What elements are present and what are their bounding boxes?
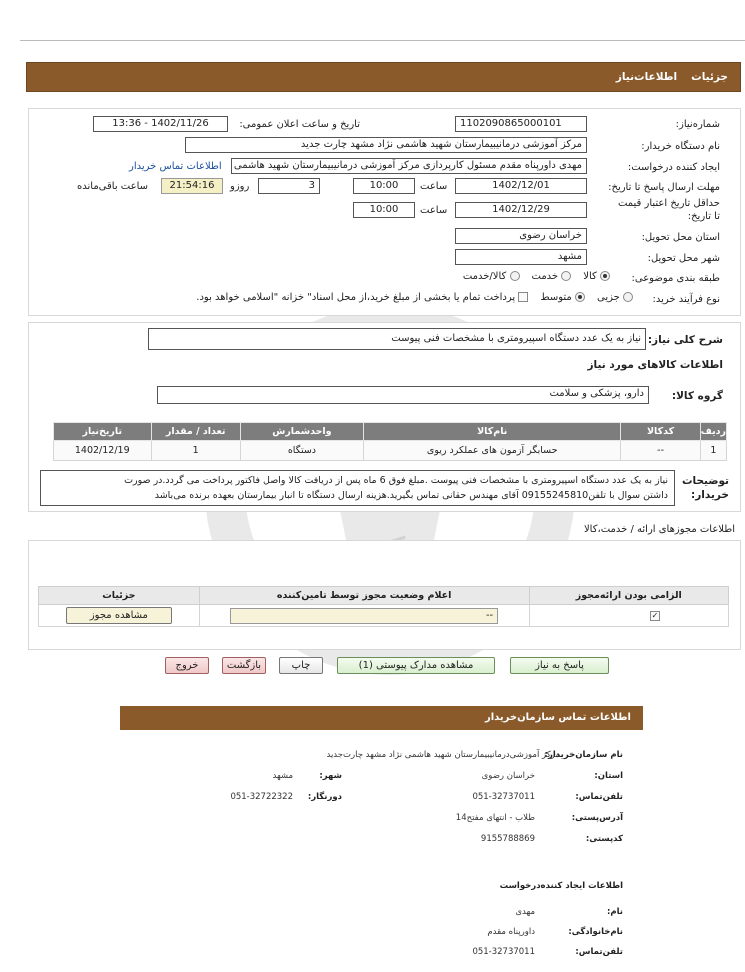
- license-table: [38, 586, 729, 627]
- need-number-label: شماره‌نیاز:: [675, 119, 720, 130]
- goods-table-header: [54, 423, 727, 441]
- buyer-label: نام دستگاه خریدار:: [641, 141, 720, 152]
- validity-time-field: 10:00: [353, 202, 415, 218]
- notes-line-2: داشتن سوال با تلفن09155245810 آقای مهندس حقانی تماس بگیرید.هزینه ارسال دستگاه تا انبار بیمارستان بعهده برنده می‌باشد: [154, 490, 668, 501]
- col-unit: واحدشمارش: [240, 423, 363, 441]
- validity-label-2: تا تاریخ:: [687, 211, 720, 222]
- reply-button[interactable]: پاسخ به نیاز: [510, 657, 609, 674]
- province-label: استان محل تحویل:: [641, 232, 720, 243]
- days-field: 3: [258, 178, 320, 194]
- radio-selected-icon: [575, 292, 585, 302]
- notes-label: توضیحات: [681, 475, 729, 487]
- goods-table: [53, 422, 727, 461]
- contact-org-value: مرکز آموزشی‌درمانیبیمارستان شهید هاشمی نژاد مشهد چارت‌جدید: [326, 750, 560, 760]
- cell-code: --: [621, 441, 700, 461]
- col-license-status: اعلام وضعیت مجوز توسط تامین‌کننده: [199, 587, 529, 605]
- col-row: ردیف: [700, 423, 726, 441]
- contact-phone-value: 051-32737011: [472, 792, 535, 802]
- category-option-service[interactable]: خدمت: [532, 271, 572, 282]
- announce-label: تاریخ و ساعت اعلان عمومی:: [239, 119, 360, 130]
- buyer-field: مرکز آموزشی درمانیبیمارستان شهید هاشمی نژاد مشهد چارت جدید: [185, 137, 587, 153]
- summary-field: نیاز به یک عدد دستگاه اسپیرومتری با مشخصات فنی پیوست: [148, 328, 646, 350]
- validity-time-label: ساعت: [420, 205, 448, 216]
- process-option-medium[interactable]: متوسط: [540, 292, 585, 303]
- category-label: طبقه بندی موضوعی:: [631, 273, 720, 284]
- contact-postal-value: 9155788869: [480, 834, 535, 844]
- cell-qty: 1: [151, 441, 240, 461]
- creator-phone-value: 051-32737011: [472, 947, 535, 957]
- contact-header: اطلاعات تماس سازمان‌خریدار: [120, 706, 643, 730]
- category-radio-group: [463, 271, 610, 282]
- col-qty: تعداد / مقدار: [151, 423, 240, 441]
- view-documents-button[interactable]: مشاهده مدارک پیوستی (1): [337, 657, 495, 674]
- creator-info-heading: اطلاعات ایجاد کننده‌درخواست: [499, 881, 623, 891]
- creator-phone-label: تلفن‌تماس:: [575, 947, 623, 957]
- contact-fax-value: 051-32722322: [230, 792, 293, 802]
- radio-icon: [623, 292, 633, 302]
- col-license-required: الزامی بودن ارائه‌مجوز: [529, 587, 728, 605]
- print-button[interactable]: چاپ: [279, 657, 323, 674]
- checkbox-icon: [518, 292, 528, 302]
- remaining-timer: 21:54:16: [161, 178, 223, 194]
- need-number-field: 1102090865000101: [455, 116, 587, 132]
- license-details-cell: [39, 605, 200, 627]
- contact-org-label: نام سازمان‌خریدار:: [544, 750, 623, 760]
- deadline-label: مهلت ارسال پاسخ تا تاریخ:: [608, 182, 720, 193]
- notes-line-1: نیاز به یک عدد دستگاه اسپیرومتری با مشخصات فنی پیوست .مبلغ فوق 6 ماه پس از دریافت کالا واصل فاکتور پرداخت می گردد.در صورت: [124, 475, 668, 486]
- contact-fax-label: دورنگار:: [307, 792, 342, 802]
- process-option-minor[interactable]: جزیی: [597, 292, 633, 303]
- tab-need-info[interactable]: اطلاعات‌نیاز: [615, 71, 678, 83]
- license-table-header: [39, 587, 729, 605]
- process-label: نوع فرآیند خرید:: [652, 294, 720, 305]
- col-date: تاریخ‌نیاز: [54, 423, 152, 441]
- creator-name-value: مهدی: [515, 907, 535, 917]
- radio-selected-icon: [600, 271, 610, 281]
- contact-address-label: آدرس‌پستی:: [571, 813, 623, 823]
- top-divider: [20, 40, 745, 41]
- creator-family-label: نام‌خانوادگی:: [568, 927, 623, 937]
- license-heading: اطلاعات مجوزهای ارائه / خدمت،کالا: [583, 524, 735, 535]
- notes-box: [40, 470, 675, 506]
- checkbox-checked-icon: ✓: [651, 610, 659, 620]
- table-row: [39, 605, 729, 627]
- days-label: روزو: [230, 181, 250, 192]
- radio-icon: [510, 271, 520, 281]
- category-option-goods-service[interactable]: کالا/خدمت: [463, 271, 520, 282]
- group-field: دارو، پزشکی و سلامت: [157, 386, 649, 404]
- col-license-details: جزئیات: [39, 587, 200, 605]
- contact-city-value: مشهد: [272, 771, 293, 781]
- notes-label-2: خریدار:: [691, 489, 729, 501]
- validity-label: حداقل تاریخ اعتبار قیمت: [617, 198, 720, 209]
- contact-province-label: استان:: [594, 771, 623, 781]
- cell-name: حسابگر آزمون های عملکرد ریوی: [364, 441, 621, 461]
- deadline-time-label: ساعت: [420, 181, 448, 192]
- cell-row: 1: [700, 441, 726, 461]
- treasury-payment-option[interactable]: پرداخت تمام یا بخشی از مبلغ خرید،از محل اسناد" خزانه "اسلامی خواهد بود.: [196, 292, 528, 303]
- contact-province-value: خراسان رضوی: [481, 771, 535, 781]
- table-row: [54, 441, 727, 461]
- buyer-contact-link[interactable]: اطلاعات تماس خریدار: [129, 161, 222, 172]
- view-license-button[interactable]: مشاهده مجوز: [66, 607, 172, 624]
- col-code: کدکالا: [621, 423, 700, 441]
- category-option-goods[interactable]: کالا: [583, 271, 610, 282]
- group-label: گروه کالا:: [671, 390, 723, 402]
- cell-date: 1402/12/19: [54, 441, 152, 461]
- license-status-cell: [199, 605, 529, 627]
- contact-city-label: شهر:: [319, 771, 342, 781]
- creator-name-label: نام:: [606, 907, 623, 917]
- province-field: خراسان رضوی: [455, 228, 587, 244]
- deadline-time-field: 10:00: [353, 178, 415, 194]
- license-required-cell: [529, 605, 728, 627]
- contact-phone-label: تلفن‌تماس:: [575, 792, 623, 802]
- city-field: مشهد: [455, 249, 587, 265]
- creator-family-value: داورپناه مقدم: [487, 927, 535, 937]
- exit-button[interactable]: خروج: [165, 657, 209, 674]
- creator-label: ایجاد کننده درخواست:: [627, 162, 720, 173]
- col-name: نام‌کالا: [364, 423, 621, 441]
- back-button[interactable]: بازگشت: [222, 657, 266, 674]
- page-header: [26, 62, 741, 92]
- creator-field: مهدی داورپناه مقدم مسئول کارپردازی مرکز آموزشی درمانیبیمارستان شهید هاشمی: [231, 158, 587, 174]
- contact-postal-label: کد‌پستی:: [585, 834, 623, 844]
- contact-address-value: طلاب - انتهای مفتح14: [455, 813, 535, 823]
- announce-field: 1402/11/26 - 13:36: [93, 116, 228, 132]
- process-radio-group: [196, 292, 633, 303]
- city-label: شهر محل تحویل:: [647, 253, 720, 264]
- validity-date-field: 1402/12/29: [455, 202, 587, 218]
- summary-label: شرح کلی نیاز:: [647, 334, 723, 346]
- license-status-field: --: [230, 608, 498, 624]
- goods-heading: اطلاعات کالاهای مورد نیاز: [587, 359, 723, 371]
- deadline-date-field: 1402/12/01: [455, 178, 587, 194]
- remaining-label: ساعت باقی‌مانده: [77, 181, 149, 192]
- radio-icon: [561, 271, 571, 281]
- cell-unit: دستگاه: [240, 441, 363, 461]
- tab-details[interactable]: جزئیات: [691, 71, 728, 83]
